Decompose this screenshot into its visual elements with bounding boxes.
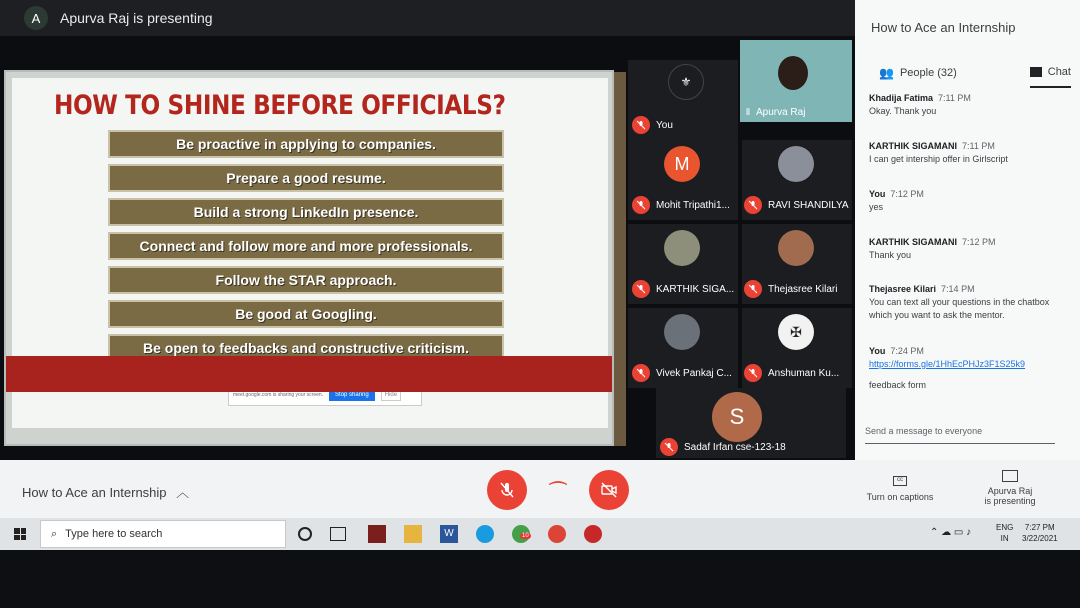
microphone-toggle-button[interactable] bbox=[487, 470, 527, 510]
tab-people-label: People (32) bbox=[899, 67, 957, 79]
participant-name: Sadaf Irfan cse-123-18 bbox=[684, 441, 786, 453]
hang-up-icon: ⌒ bbox=[549, 481, 567, 501]
people-icon: 👥 bbox=[879, 66, 894, 80]
participant-tile[interactable] bbox=[742, 140, 852, 220]
chat-message bbox=[869, 283, 1069, 322]
tip-3: Build a strong LinkedIn presence. bbox=[108, 198, 504, 226]
avatar: M bbox=[664, 146, 700, 182]
message-text: Thank you bbox=[869, 250, 912, 260]
meeting-controls-bar bbox=[0, 460, 1080, 518]
slide-title: HOW TO SHINE BEFORE OFFICIALS? bbox=[54, 90, 506, 121]
participant-name: RAVI SHANDILYA bbox=[768, 199, 849, 211]
presentation-stage bbox=[0, 36, 855, 460]
chat-message bbox=[869, 345, 1069, 392]
meeting-details-title: How to Ace an Internship bbox=[871, 20, 1016, 35]
chat-message-input[interactable]: Send a message to everyone bbox=[865, 426, 1055, 444]
participant-name: You bbox=[656, 119, 673, 131]
taskbar-search-placeholder: Type here to search bbox=[65, 528, 163, 540]
tip-6: Be good at Googling. bbox=[108, 300, 504, 328]
mic-off-icon bbox=[632, 364, 650, 382]
captions-icon: cc bbox=[893, 476, 907, 486]
whatsapp-icon[interactable] bbox=[512, 525, 530, 543]
hide-share-bar-button[interactable]: Hide bbox=[381, 389, 401, 401]
system-tray-icons[interactable]: ⌃ ☁ ▭ ♪ bbox=[930, 527, 972, 538]
participant-name: Anshuman Ku... bbox=[768, 367, 840, 379]
tip-1: Be proactive in applying to companies. bbox=[108, 130, 504, 158]
task-view-icon[interactable] bbox=[330, 527, 346, 541]
windows-taskbar bbox=[0, 518, 1080, 550]
message-sender: Thejasree Kilari bbox=[869, 284, 937, 294]
word-icon[interactable]: W bbox=[440, 525, 458, 543]
participant-tile[interactable] bbox=[628, 308, 738, 388]
message-text: feedback form bbox=[869, 380, 927, 390]
message-time: 7:24 PM bbox=[890, 346, 924, 356]
chevron-up-icon: ︿ bbox=[176, 485, 190, 500]
message-time: 7:14 PM bbox=[941, 284, 975, 294]
camera-toggle-button[interactable] bbox=[589, 470, 629, 510]
message-text: You can text all your questions in the chatbox which you want to ask the mentor. bbox=[869, 297, 1050, 320]
mic-off-icon bbox=[744, 196, 762, 214]
tip-2: Prepare a good resume. bbox=[108, 164, 504, 192]
clock-date: 3/22/2021 bbox=[1022, 534, 1058, 543]
mic-off-icon bbox=[632, 196, 650, 214]
chrome-icon[interactable] bbox=[548, 525, 566, 543]
clock-time: 7:27 PM bbox=[1024, 523, 1055, 532]
message-time: 7:12 PM bbox=[890, 189, 924, 199]
avatar: ⚜ bbox=[668, 64, 704, 100]
captions-label: Turn on captions bbox=[866, 492, 934, 502]
mic-off-icon bbox=[498, 481, 516, 499]
present-screen-icon bbox=[1002, 470, 1018, 482]
participant-name: Thejasree Kilari bbox=[768, 283, 838, 295]
file-explorer-icon[interactable] bbox=[404, 525, 422, 543]
avatar: ✠ bbox=[778, 314, 814, 350]
clock[interactable] bbox=[1022, 522, 1058, 544]
message-sender: KARTHIK SIGAMANI bbox=[869, 237, 957, 247]
slide-footer-band bbox=[6, 356, 612, 392]
monitor-bezel bbox=[0, 550, 1080, 608]
notification-badge: 10 bbox=[522, 533, 529, 539]
message-sender: You bbox=[869, 346, 886, 356]
message-sender: KARTHIK SIGAMANI bbox=[869, 141, 957, 151]
language-label: ENG bbox=[996, 523, 1014, 532]
taskbar-search[interactable] bbox=[40, 520, 286, 548]
search-icon: ⌕ bbox=[51, 527, 58, 540]
person-video bbox=[778, 56, 808, 90]
participant-name: Vivek Pankaj C... bbox=[656, 367, 732, 379]
presenter-banner-text: Apurva Raj is presenting bbox=[60, 10, 213, 26]
presenting-label-1: Apurva Raj bbox=[987, 486, 1033, 496]
chat-message bbox=[869, 188, 1069, 214]
meeting-details-toggle[interactable] bbox=[22, 482, 189, 501]
tab-chat-label: Chat bbox=[1047, 66, 1071, 78]
presenter-avatar: A bbox=[24, 6, 48, 30]
side-panel bbox=[855, 0, 1080, 460]
share-bar-text: meet.google.com is sharing your screen. bbox=[233, 392, 324, 398]
message-text: yes bbox=[869, 202, 884, 212]
chat-message bbox=[869, 236, 1069, 262]
mic-off-icon bbox=[744, 280, 762, 298]
mic-off-icon bbox=[660, 438, 678, 456]
avatar bbox=[664, 230, 700, 266]
presenting-label-2: is presenting bbox=[984, 496, 1036, 506]
meeting-title: How to Ace an Internship bbox=[22, 485, 167, 500]
participant-tile[interactable] bbox=[628, 224, 738, 304]
tip-7: Be open to feedbacks and constructive criticism. bbox=[108, 334, 504, 362]
message-time: 7:11 PM bbox=[962, 141, 995, 151]
feedback-link[interactable]: https://forms.gle/1HhEcPHJz3F1S25k9 bbox=[869, 359, 1026, 369]
chat-message bbox=[869, 140, 1069, 166]
message-text: Okay. Thank you bbox=[869, 106, 937, 116]
mic-off-icon bbox=[632, 116, 650, 134]
tip-5: Follow the STAR approach. bbox=[108, 266, 504, 294]
participant-name: Mohit Tripathi1... bbox=[656, 199, 730, 211]
message-time: 7:11 PM bbox=[938, 93, 971, 103]
avatar bbox=[778, 146, 814, 182]
participant-tile[interactable] bbox=[742, 224, 852, 304]
tip-4: Connect and follow more and more professionals. bbox=[108, 232, 504, 260]
chat-icon bbox=[1030, 67, 1042, 77]
chat-message bbox=[869, 92, 1069, 118]
tab-people[interactable] bbox=[879, 58, 957, 88]
participant-tile[interactable] bbox=[628, 140, 738, 220]
mic-off-icon bbox=[744, 364, 762, 382]
participant-tile[interactable] bbox=[628, 60, 738, 140]
participant-tile[interactable] bbox=[742, 308, 852, 388]
cortana-icon[interactable] bbox=[298, 527, 312, 541]
background-edge bbox=[614, 72, 626, 446]
participant-name: Apurva Raj bbox=[755, 107, 806, 118]
speaking-icon: ⦀ bbox=[746, 107, 750, 117]
edge-icon[interactable] bbox=[476, 525, 494, 543]
tab-chat[interactable] bbox=[1030, 58, 1071, 88]
chrome-profile-icon[interactable] bbox=[584, 525, 602, 543]
windows-start-icon[interactable] bbox=[14, 528, 26, 540]
camera-off-icon bbox=[600, 481, 618, 499]
presentation-button[interactable] bbox=[970, 470, 1050, 506]
language-indicator[interactable] bbox=[996, 522, 1013, 544]
avatar bbox=[664, 314, 700, 350]
presenter-banner bbox=[0, 0, 855, 36]
message-text: I can get intership offer in Girlscript bbox=[869, 154, 1008, 164]
avatar: S bbox=[712, 392, 762, 442]
app-icon[interactable] bbox=[368, 525, 386, 543]
participant-tile-video[interactable] bbox=[740, 40, 852, 122]
shared-screen bbox=[4, 70, 614, 446]
message-time: 7:12 PM bbox=[962, 237, 996, 247]
mic-off-icon bbox=[632, 280, 650, 298]
participant-tile[interactable] bbox=[656, 388, 846, 458]
leave-call-button[interactable] bbox=[538, 470, 578, 510]
captions-button[interactable] bbox=[860, 470, 940, 502]
message-sender: Khadija Fatima bbox=[869, 93, 934, 103]
region-label: IN bbox=[1000, 534, 1009, 543]
participant-name: KARTHIK SIGA... bbox=[656, 283, 735, 295]
avatar bbox=[778, 230, 814, 266]
panel-tabs bbox=[871, 58, 1071, 88]
stop-sharing-button[interactable]: Stop sharing bbox=[329, 389, 375, 401]
message-sender: You bbox=[869, 189, 886, 199]
